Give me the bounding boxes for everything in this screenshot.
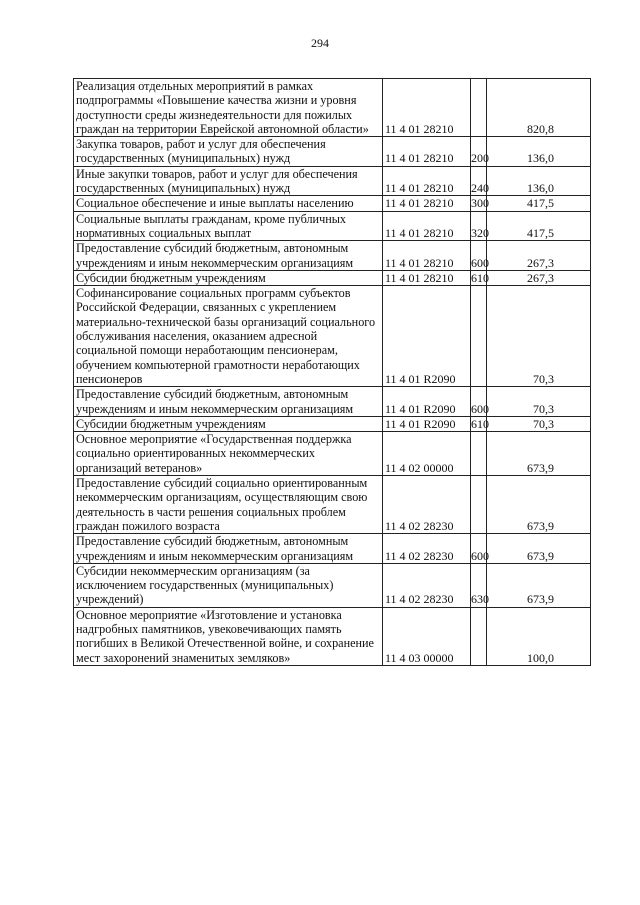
row-code-cell: [383, 166, 471, 196]
table-row: [74, 416, 591, 431]
row-code-cell: [383, 387, 471, 417]
row-name-text: Субсидии бюджетным учреждениям: [76, 270, 266, 285]
row-sum-cell: [487, 166, 591, 196]
row-code-cell: [383, 241, 471, 271]
table-row: [74, 387, 591, 417]
row-sum-cell: [487, 387, 591, 417]
row-code-text: 11 4 02 28230: [385, 518, 454, 533]
row-sum-text: 267,3: [527, 255, 554, 270]
row-name-text: Предоставление субсидий бюджетным, автономным учреждениям и иным некоммерческим организациям: [76, 387, 354, 416]
row-sum-text: 136,0: [527, 151, 554, 166]
row-vr-cell: [471, 476, 487, 534]
row-code-text: 11 4 01 28210: [385, 181, 454, 196]
row-vr-cell: [471, 196, 487, 211]
row-name-cell: [74, 607, 383, 665]
budget-table: [73, 78, 591, 666]
row-code-cell: [383, 534, 471, 564]
row-code-cell: [383, 196, 471, 211]
row-sum-cell: [487, 432, 591, 476]
row-name-cell: [74, 137, 383, 167]
row-vr-cell: [471, 79, 487, 137]
row-name-text: Основное мероприятие «Изготовление и установка надгробных памятников, увековечивающих память погибших в Великой Отечественной войне, и сохранение мест захоронений знаменитых земляков»: [76, 607, 374, 665]
row-sum-cell: [487, 416, 591, 431]
row-sum-cell: [487, 476, 591, 534]
row-code-text: 11 4 01 28210: [385, 196, 454, 211]
row-code-cell: [383, 79, 471, 137]
table-row: [74, 432, 591, 476]
row-name-cell: [74, 476, 383, 534]
row-code-cell: [383, 416, 471, 431]
table-row: [74, 534, 591, 564]
row-name-text: Субсидии некоммерческим организациям (за исключением государственных (муниципальных) учреждений): [76, 563, 334, 607]
row-name-cell: [74, 432, 383, 476]
row-vr-text: 240: [471, 181, 489, 196]
row-code-cell: [383, 476, 471, 534]
row-vr-cell: [471, 270, 487, 285]
row-sum-text: 100,0: [527, 650, 554, 665]
table-row: [74, 270, 591, 285]
row-vr-cell: [471, 286, 487, 387]
row-name-cell: [74, 196, 383, 211]
row-code-cell: [383, 286, 471, 387]
row-name-cell: [74, 286, 383, 387]
row-code-text: 11 4 01 28210: [385, 270, 454, 285]
row-sum-text: 417,5: [527, 196, 554, 211]
row-vr-cell: [471, 563, 487, 607]
row-sum-text: 673,9: [527, 518, 554, 533]
row-code-text: 11 4 03 00000: [385, 650, 454, 665]
row-name-cell: [74, 79, 383, 137]
row-code-cell: [383, 270, 471, 285]
row-code-text: 11 4 01 R2090: [385, 416, 456, 431]
row-code-cell: [383, 563, 471, 607]
row-vr-text: 320: [471, 225, 489, 240]
row-code-text: 11 4 01 R2090: [385, 371, 456, 386]
row-code-text: 11 4 01 28210: [385, 255, 454, 270]
row-name-text: Субсидии бюджетным учреждениям: [76, 416, 266, 431]
row-vr-cell: [471, 416, 487, 431]
row-name-cell: [74, 534, 383, 564]
row-sum-text: 673,9: [527, 548, 554, 563]
row-sum-cell: [487, 79, 591, 137]
row-vr-cell: [471, 137, 487, 167]
row-vr-text: 600: [471, 401, 489, 416]
row-name-text: Реализация отдельных мероприятий в рамках подпрограммы «Повышение качества жизни и уровня доступности среды жизнедеятельности для пожилых граждан на территории Еврейской автономной области»: [76, 79, 369, 136]
row-sum-cell: [487, 286, 591, 387]
row-name-cell: [74, 166, 383, 196]
row-sum-cell: [487, 211, 591, 241]
row-name-cell: [74, 241, 383, 271]
row-vr-cell: [471, 534, 487, 564]
row-vr-text: 610: [471, 270, 489, 285]
row-vr-text: 600: [471, 255, 489, 270]
row-vr-cell: [471, 211, 487, 241]
row-sum-text: 70,3: [533, 416, 554, 431]
row-name-text: Социальное обеспечение и иные выплаты населению: [76, 196, 354, 211]
row-vr-cell: [471, 241, 487, 271]
table-row: [74, 607, 591, 665]
row-sum-text: 136,0: [527, 181, 554, 196]
row-name-text: Предоставление субсидий социально ориентированным некоммерческим организациям, осуществляющим свою деятельность в части решения социальных проблем граждан пожилого возраста: [76, 476, 368, 533]
row-sum-text: 673,9: [527, 460, 554, 475]
row-code-text: 11 4 01 28210: [385, 121, 454, 136]
row-sum-text: 673,9: [527, 592, 554, 607]
row-sum-text: 70,3: [533, 401, 554, 416]
page-number: 294: [311, 36, 329, 50]
row-code-cell: [383, 211, 471, 241]
row-name-text: Софинансирование социальных программ субъектов Российской Федерации, связанных с укреплением материально-технической базы организаций социального обслуживания населения, оказанием адресной социальной помощи неработающим пенсионерам, обучением компьютерной грамотности неработающих пенсионеров: [76, 286, 376, 386]
row-sum-cell: [487, 241, 591, 271]
row-sum-cell: [487, 196, 591, 211]
row-sum-cell: [487, 137, 591, 167]
table-row: [74, 166, 591, 196]
row-vr-cell: [471, 166, 487, 196]
row-name-text: Предоставление субсидий бюджетным, автономным учреждениям и иным некоммерческим организациям: [76, 534, 354, 563]
row-vr-text: 610: [471, 416, 489, 431]
table-row: [74, 476, 591, 534]
row-sum-text: 820,8: [527, 121, 554, 136]
row-vr-cell: [471, 607, 487, 665]
row-name-text: Иные закупки товаров, работ и услуг для обеспечения государственных (муниципальных) нужд: [76, 166, 358, 196]
row-code-text: 11 4 01 R2090: [385, 401, 456, 416]
row-name-text: Закупка товаров, работ и услуг для обеспечения государственных (муниципальных) нужд: [76, 137, 326, 166]
row-sum-text: 70,3: [533, 371, 554, 386]
row-vr-text: 600: [471, 548, 489, 563]
row-name-cell: [74, 563, 383, 607]
table-row: [74, 286, 591, 387]
row-vr-text: 200: [471, 151, 489, 166]
table-row: [74, 79, 591, 137]
row-vr-cell: [471, 387, 487, 417]
table-row: [74, 137, 591, 167]
row-name-text: Предоставление субсидий бюджетным, автономным учреждениям и иным некоммерческим организациям: [76, 241, 354, 270]
row-sum-cell: [487, 270, 591, 285]
row-name-cell: [74, 416, 383, 431]
row-name-text: Социальные выплаты гражданам, кроме публичных нормативных социальных выплат: [76, 211, 346, 240]
row-code-text: 11 4 02 00000: [385, 460, 454, 475]
row-vr-text: 300: [471, 196, 489, 211]
table-row: [74, 563, 591, 607]
row-name-text: Основное мероприятие «Государственная поддержка социально ориентированных некоммерческих организаций ветеранов»: [76, 432, 352, 475]
row-vr-text: 630: [471, 592, 489, 607]
row-sum-text: 417,5: [527, 225, 554, 240]
row-sum-cell: [487, 563, 591, 607]
row-sum-cell: [487, 534, 591, 564]
row-code-text: 11 4 02 28230: [385, 548, 454, 563]
row-sum-text: 267,3: [527, 270, 554, 285]
row-code-cell: [383, 607, 471, 665]
row-name-cell: [74, 270, 383, 285]
row-code-text: 11 4 01 28210: [385, 225, 454, 240]
row-vr-cell: [471, 432, 487, 476]
table-row: [74, 241, 591, 271]
row-name-cell: [74, 387, 383, 417]
row-code-text: 11 4 02 28230: [385, 592, 454, 607]
row-code-cell: [383, 432, 471, 476]
row-name-cell: [74, 211, 383, 241]
row-code-text: 11 4 01 28210: [385, 151, 454, 166]
row-code-cell: [383, 137, 471, 167]
table-row: [74, 211, 591, 241]
table-row: [74, 196, 591, 211]
row-sum-cell: [487, 607, 591, 665]
